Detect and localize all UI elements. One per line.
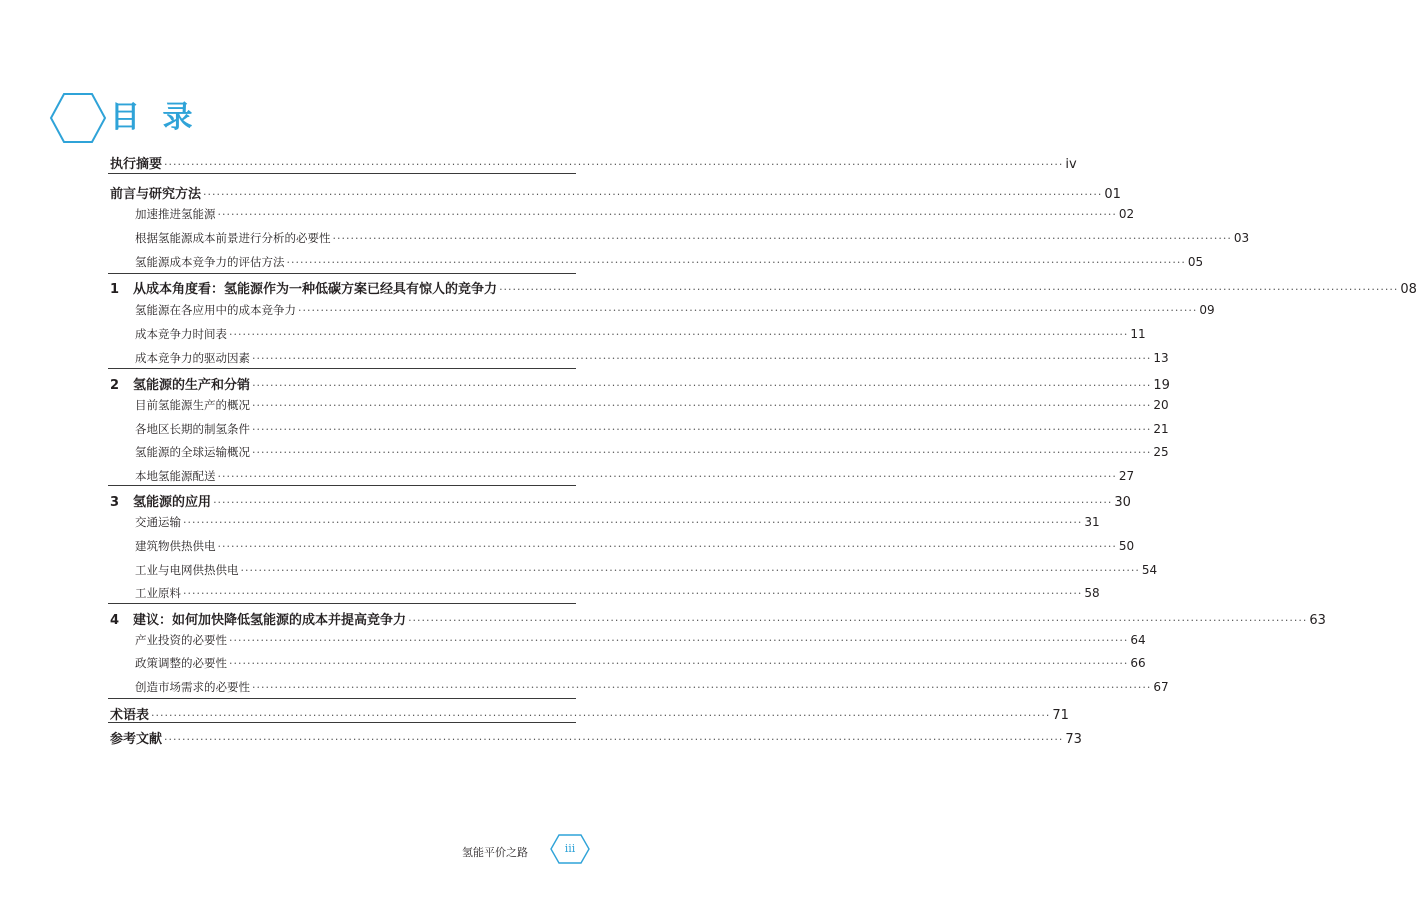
toc-page-number: 03 — [1233, 231, 1250, 245]
dot-leader: ········································································································································································································ — [332, 232, 1232, 245]
dot-leader: ········································································································································································································ — [252, 352, 1152, 365]
toc-entry-label: 加速推进氢能源 — [135, 207, 216, 221]
toc-page-number: 01 — [1104, 187, 1121, 202]
toc-page-number: 13 — [1153, 351, 1169, 365]
toc-subentry[interactable] — [135, 538, 1135, 554]
toc-divider — [108, 698, 576, 699]
toc-divider — [108, 485, 576, 486]
toc-entry-label: 氢能源的生产和分销 — [133, 378, 251, 393]
toc-page-number: iv — [1065, 157, 1077, 172]
toc-entry-label: 术语表 — [110, 708, 150, 723]
toc-entry-label: 成本竞争力的驱动因素 — [135, 351, 250, 365]
toc-page-number: 73 — [1065, 732, 1082, 747]
toc-page-number: 63 — [1309, 613, 1326, 628]
hexagon-icon — [50, 92, 106, 144]
dot-leader: ········································································································································································································ — [183, 587, 1083, 600]
footer-book-title: 氢能平价之路 — [462, 846, 528, 859]
toc-heading — [50, 92, 270, 144]
toc-subentry[interactable] — [135, 655, 1146, 671]
toc-subentry[interactable] — [135, 444, 1169, 460]
toc-entry-label: 产业投资的必要性 — [135, 633, 227, 647]
toc-chapter-entry[interactable] — [110, 491, 1131, 510]
dot-leader: ········································································································································································································ — [408, 614, 1308, 627]
chapter-number: 2 — [110, 378, 120, 393]
toc-entry-label: 氢能源的应用 — [133, 495, 212, 510]
toc-subentry[interactable] — [135, 397, 1169, 413]
toc-page-number: 05 — [1187, 255, 1204, 269]
dot-leader: ········································································································································································································ — [213, 496, 1113, 509]
toc-chapter-entry[interactable] — [110, 374, 1170, 393]
footer-page-number: iii — [564, 842, 576, 855]
toc-subentry[interactable] — [135, 230, 1250, 246]
toc-section-entry[interactable] — [110, 728, 1082, 747]
dot-leader: ········································································································································································································ — [252, 423, 1152, 436]
dot-leader: ········································································································································································································ — [286, 256, 1186, 269]
dot-leader: ········································································································································································································ — [252, 399, 1152, 412]
toc-subentry[interactable] — [135, 514, 1100, 530]
toc-divider — [108, 173, 576, 174]
toc-page-number: 21 — [1153, 422, 1169, 436]
dot-leader: ········································································································································································································ — [229, 328, 1129, 341]
toc-page-number: 66 — [1130, 656, 1146, 670]
toc-entry-label: 本地氢能源配送 — [135, 469, 216, 483]
toc-entry-label: 政策调整的必要性 — [135, 656, 227, 670]
toc-subentry[interactable] — [135, 254, 1204, 270]
toc-subentry[interactable] — [135, 302, 1215, 318]
toc-entry-label: 工业原料 — [135, 586, 181, 600]
chapter-number: 3 — [110, 495, 120, 510]
toc-section-entry[interactable] — [110, 704, 1069, 723]
dot-leader: ········································································································································································································ — [252, 379, 1152, 392]
dot-leader: ········································································································································································································ — [298, 304, 1198, 317]
toc-entry-label: 根据氢能源成本前景进行分析的必要性 — [135, 231, 331, 245]
toc-page-number: 54 — [1141, 563, 1158, 577]
dot-leader: ········································································································································································································ — [229, 657, 1129, 670]
dot-leader: ········································································································································································································ — [252, 681, 1152, 694]
toc-subentry[interactable] — [135, 421, 1169, 437]
toc-entry-label: 执行摘要 — [110, 157, 163, 172]
toc-page-number: 19 — [1153, 378, 1170, 393]
toc-page-number: 50 — [1118, 539, 1135, 553]
toc-entry-label: 建议：如何加快降低氢能源的成本并提高竞争力 — [133, 613, 407, 628]
toc-entry-label: 氢能源成本竞争力的评估方法 — [135, 255, 285, 269]
dot-leader: ········································································································································································································ — [203, 188, 1103, 201]
toc-divider — [108, 273, 576, 274]
toc-page-number: 20 — [1153, 398, 1169, 412]
dot-leader: ········································································································································································································ — [164, 733, 1064, 746]
chapter-number: 1 — [110, 282, 120, 297]
dot-leader: ········································································································································································································ — [217, 208, 1117, 221]
toc-page-number: 09 — [1199, 303, 1215, 317]
toc-entry-label: 氢能源在各应用中的成本竞争力 — [135, 303, 296, 317]
toc-page-number: 11 — [1130, 327, 1146, 341]
dot-leader: ········································································································································································································ — [229, 634, 1129, 647]
toc-entry-label: 建筑物供热供电 — [135, 539, 216, 553]
toc-entry-label: 氢能源的全球运输概况 — [135, 445, 250, 459]
dot-leader: ········································································································································································································ — [217, 540, 1117, 553]
toc-page-number: 31 — [1084, 515, 1100, 529]
chapter-number: 4 — [110, 613, 120, 628]
toc-chapter-entry[interactable] — [110, 609, 1326, 628]
toc-entry-label: 从成本角度看：氢能源作为一种低碳方案已经具有惊人的竞争力 — [133, 282, 498, 297]
dot-leader: ········································································································································································································ — [499, 283, 1399, 296]
toc-entry-label: 前言与研究方法 — [110, 187, 202, 202]
toc-subentry[interactable] — [135, 562, 1158, 578]
dot-leader: ········································································································································································································ — [164, 158, 1064, 171]
dot-leader: ········································································································································································································ — [252, 446, 1152, 459]
toc-page-number: 58 — [1084, 586, 1100, 600]
toc-subentry[interactable] — [135, 350, 1169, 366]
toc-subentry[interactable] — [135, 679, 1169, 695]
toc-subentry[interactable] — [135, 468, 1135, 484]
toc-subentry[interactable] — [135, 206, 1135, 222]
toc-subentry[interactable] — [135, 326, 1146, 342]
dot-leader: ········································································································································································································ — [240, 564, 1140, 577]
toc-divider — [108, 368, 576, 369]
toc-subentry[interactable] — [135, 585, 1100, 601]
toc-divider — [108, 603, 576, 604]
toc-page-number: 30 — [1114, 495, 1131, 510]
toc-entry-label: 工业与电网供热供电 — [135, 563, 239, 577]
toc-entry-label: 目前氢能源生产的概况 — [135, 398, 250, 412]
toc-page-number: 67 — [1153, 680, 1169, 694]
toc-page-number: 25 — [1153, 445, 1169, 459]
toc-entry-label: 成本竞争力时间表 — [135, 327, 227, 341]
dot-leader: ········································································································································································································ — [183, 516, 1083, 529]
page-title: 目 录 — [110, 100, 199, 135]
toc-entry-label: 创造市场需求的必要性 — [135, 680, 250, 694]
toc-page-number: 71 — [1052, 708, 1069, 723]
dot-leader: ········································································································································································································ — [151, 709, 1051, 722]
toc-subentry[interactable] — [135, 632, 1146, 648]
toc-page-number: 08 — [1400, 282, 1417, 297]
toc-page-number: 02 — [1118, 207, 1135, 221]
toc-page-number: 27 — [1118, 469, 1135, 483]
dot-leader: ········································································································································································································ — [217, 470, 1117, 483]
toc-section-entry[interactable] — [110, 183, 1121, 202]
toc-entry-label: 交通运输 — [135, 515, 181, 529]
toc-chapter-entry[interactable] — [110, 278, 1417, 297]
toc-page-number: 64 — [1130, 633, 1146, 647]
toc-entry-label: 各地区长期的制氢条件 — [135, 422, 250, 436]
toc-section-entry[interactable] — [110, 153, 1077, 172]
toc-entry-label: 参考文献 — [110, 732, 163, 747]
